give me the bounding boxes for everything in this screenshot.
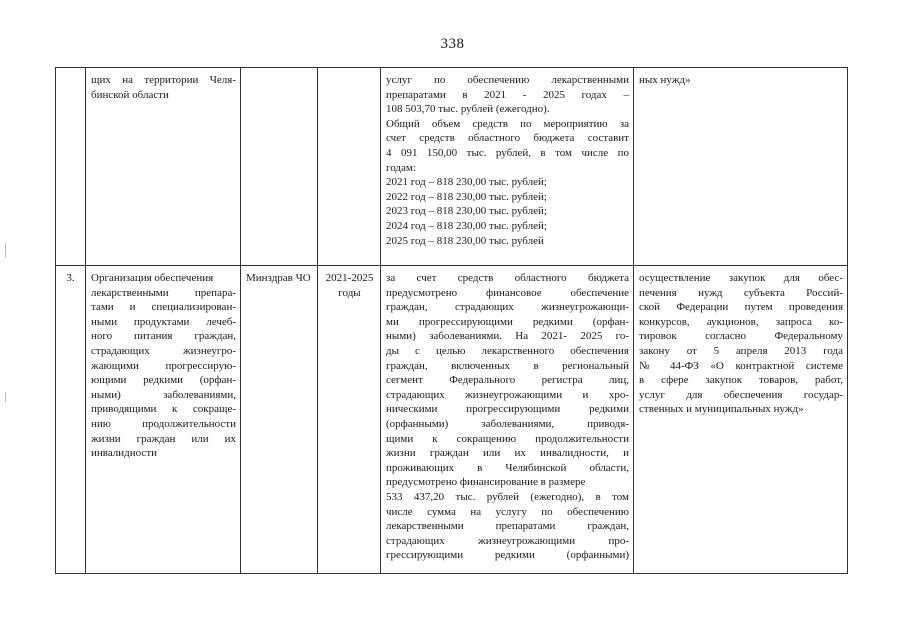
text-line: бинской области (91, 88, 169, 101)
text-line: ми прогрессирующими редкими (орфан- (386, 315, 629, 328)
text-line: ными) заболеваниями, (91, 388, 236, 401)
text-line: инвалидности (91, 447, 158, 460)
text-line: ническими прогрессирующими редкими (386, 403, 629, 416)
row-number-cell (56, 68, 86, 266)
text-line: за счет средств областного бюджета (386, 272, 629, 284)
funding-cell (381, 266, 634, 574)
measure-name-cell (86, 68, 241, 266)
text-line: жающими прогрессирую- (91, 359, 236, 372)
left-margin-mark (5, 243, 6, 257)
text-line: ской Федерации путем проведения (639, 301, 843, 314)
page-number: 338 (440, 36, 465, 52)
text-line: щих на территории Челя- (91, 74, 236, 86)
text-line: тами и специализирован- (91, 301, 236, 314)
text-line: проживающих в Челябинской области, (386, 461, 629, 474)
text-line: страдающих жизнеугрожающими про- (386, 534, 629, 547)
executor-cell (241, 68, 318, 266)
text-line: граждан, включенных в региональный (386, 359, 629, 372)
text-line: услуг для обеспечения государ- (639, 388, 843, 401)
text-line: щими к сокращению продолжительности (386, 432, 629, 445)
executor-cell: Минздрав ЧО (241, 266, 318, 574)
result-cell (634, 266, 848, 574)
text-line: сегмент Федерального регистра лиц, (386, 374, 629, 387)
text-line: лекарственными препара- (91, 286, 236, 299)
text-line: ными продуктами лечеб- (91, 315, 236, 328)
text-line: ными) заболеваниями. На 2021- 2025 го- (386, 330, 629, 343)
table-row (56, 266, 848, 574)
measure-name-cell (86, 266, 241, 574)
text-line: числе сумма на услугу по обеспечению (386, 505, 629, 518)
text-line: (орфанными) заболеваниями, приводя- (386, 417, 629, 430)
text-line: 2021-2025 (325, 272, 374, 284)
funding-cell (381, 68, 634, 266)
text-line: ды с целью лекарственного обеспечения (386, 344, 629, 357)
text-line: нию продолжительности (91, 417, 236, 430)
text-line: 4 091 150,00 тыс. рублей, в том числе по (386, 146, 629, 159)
text-line: тировок согласно Федеральному (639, 330, 843, 343)
text-line: услуг по обеспечению лекарственными (386, 74, 629, 86)
text-line: граждан, страдающих жизнеугрожающи- (386, 301, 629, 314)
text-line: препаратами в 2021 - 2025 годах – (386, 88, 629, 101)
text-line: закону от 5 апреля 2013 года (639, 344, 843, 357)
text-line: 2023 год – 818 230,00 тыс. рублей; (386, 205, 547, 218)
text-line: 533 437,20 тыс. рублей (ежегодно), в том (386, 490, 629, 503)
table-row (56, 68, 848, 266)
text-line: грессирующими редкими (орфанными) (386, 549, 629, 562)
left-margin-mark-lower (5, 392, 6, 402)
text-line: конкурсов, аукционов, запроса ко- (639, 315, 843, 328)
text-line: предусмотрено финансирование в размере (386, 476, 586, 489)
text-line: 2021 год – 818 230,00 тыс. рублей; (386, 176, 547, 189)
text-line: страдающих жизнеугрожающими и хро- (386, 388, 629, 401)
text-line: 2022 год – 818 230,00 тыс. рублей; (386, 190, 547, 203)
text-line: приводящими к сокраще- (91, 403, 236, 416)
text-line: предусмотрено финансовое обеспечение (386, 286, 629, 299)
text-line: ственных и муниципальных нужд» (639, 403, 804, 416)
text-line: в сфере закупок товаров, работ, (639, 374, 843, 387)
text-line: годам: (386, 161, 416, 174)
period-cell (318, 266, 381, 574)
result-cell (634, 68, 848, 266)
text-line: годы (338, 286, 361, 299)
text-line: ющими редкими (орфан- (91, 374, 236, 387)
text-line: 2025 год – 818 230,00 тыс. рублей (386, 234, 544, 247)
text-line: печения нужд субъекта Россий- (639, 286, 843, 299)
text-line: счет средств областного бюджета составит (386, 132, 629, 145)
text-line: жизни граждан или их (91, 432, 236, 445)
measures-table (55, 67, 848, 574)
text-line: Организация обеспечения (91, 272, 214, 284)
text-line: Общий объем средств по мероприятию за (386, 117, 629, 130)
text-line: 108 503,70 тыс. рублей (ежегодно). (386, 103, 550, 116)
text-line: ного питания граждан, (91, 330, 236, 343)
period-cell (318, 68, 381, 266)
text-line: 2024 год – 818 230,00 тыс. рублей; (386, 219, 547, 232)
row-number-cell: 3. (56, 266, 86, 574)
text-line: осуществление закупок для обес- (639, 272, 843, 284)
text-line: лекарственными препаратами граждан, (386, 520, 629, 533)
text-line: № 44-ФЗ «О контрактной системе (639, 359, 843, 372)
text-line: ных нужд» (639, 74, 691, 86)
text-line: страдающих жизнеугро- (91, 344, 236, 357)
text-line: жизни граждан или их инвалидности, и (386, 447, 629, 460)
